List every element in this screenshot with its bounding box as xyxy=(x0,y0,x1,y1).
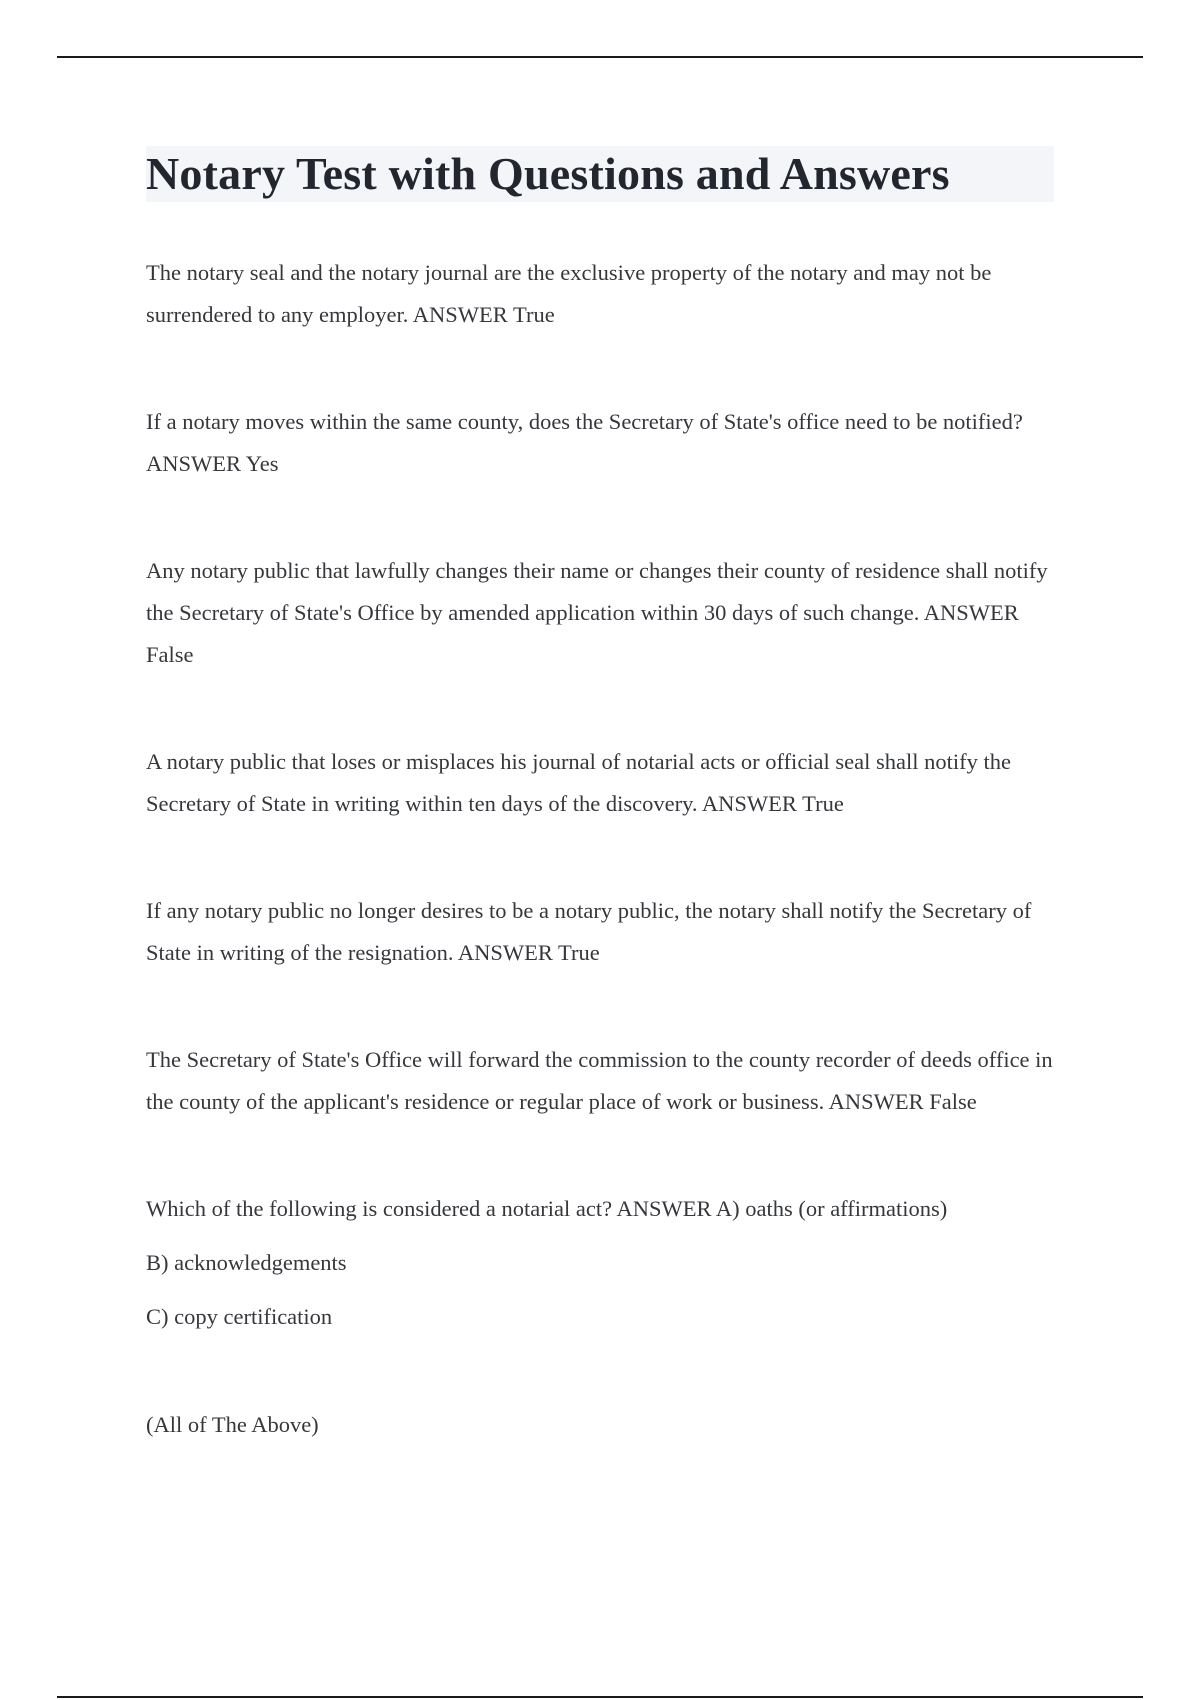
qa-item-4: A notary public that loses or misplaces his journal of notarial acts or official seal shall notify the Secretary of State in writing within ten days of the discovery. ANSWER True xyxy=(146,749,1011,816)
qa-item-1: The notary seal and the notary journal are the exclusive property of the notary and may not be surrendered to any employer. ANSWER True xyxy=(146,260,992,327)
qa-item-5: If any notary public no longer desires to be a notary public, the notary shall notify the Secretary of State in writing of the resignation. ANSWER True xyxy=(146,898,1032,965)
title-block xyxy=(146,146,1054,202)
answer-option-b: B) acknowledgements xyxy=(146,1250,347,1275)
page-title: Notary Test with Questions and Answers xyxy=(146,148,950,199)
qa-item-3: Any notary public that lawfully changes their name or changes their county of residence shall notify the Secretary of State's Office by amended application within 30 days of such change. ANSWER False xyxy=(146,558,1048,667)
qa-item-7: Which of the following is considered a notarial act? ANSWER A) oaths (or affirmations) xyxy=(146,1196,948,1221)
document-body xyxy=(146,146,1054,1446)
answer-all-of-the-above: (All of The Above) xyxy=(146,1412,319,1437)
qa-item-6: The Secretary of State's Office will forward the commission to the county recorder of deeds office in the county of the applicant's residence or regular place of work or business. ANSWER False xyxy=(146,1047,1053,1114)
top-rule xyxy=(57,56,1143,58)
bottom-rule xyxy=(57,1696,1143,1698)
answer-option-c: C) copy certification xyxy=(146,1304,333,1329)
qa-item-2: If a notary moves within the same county, does the Secretary of State's office need to be notified? ANSWER Yes xyxy=(146,409,1023,476)
